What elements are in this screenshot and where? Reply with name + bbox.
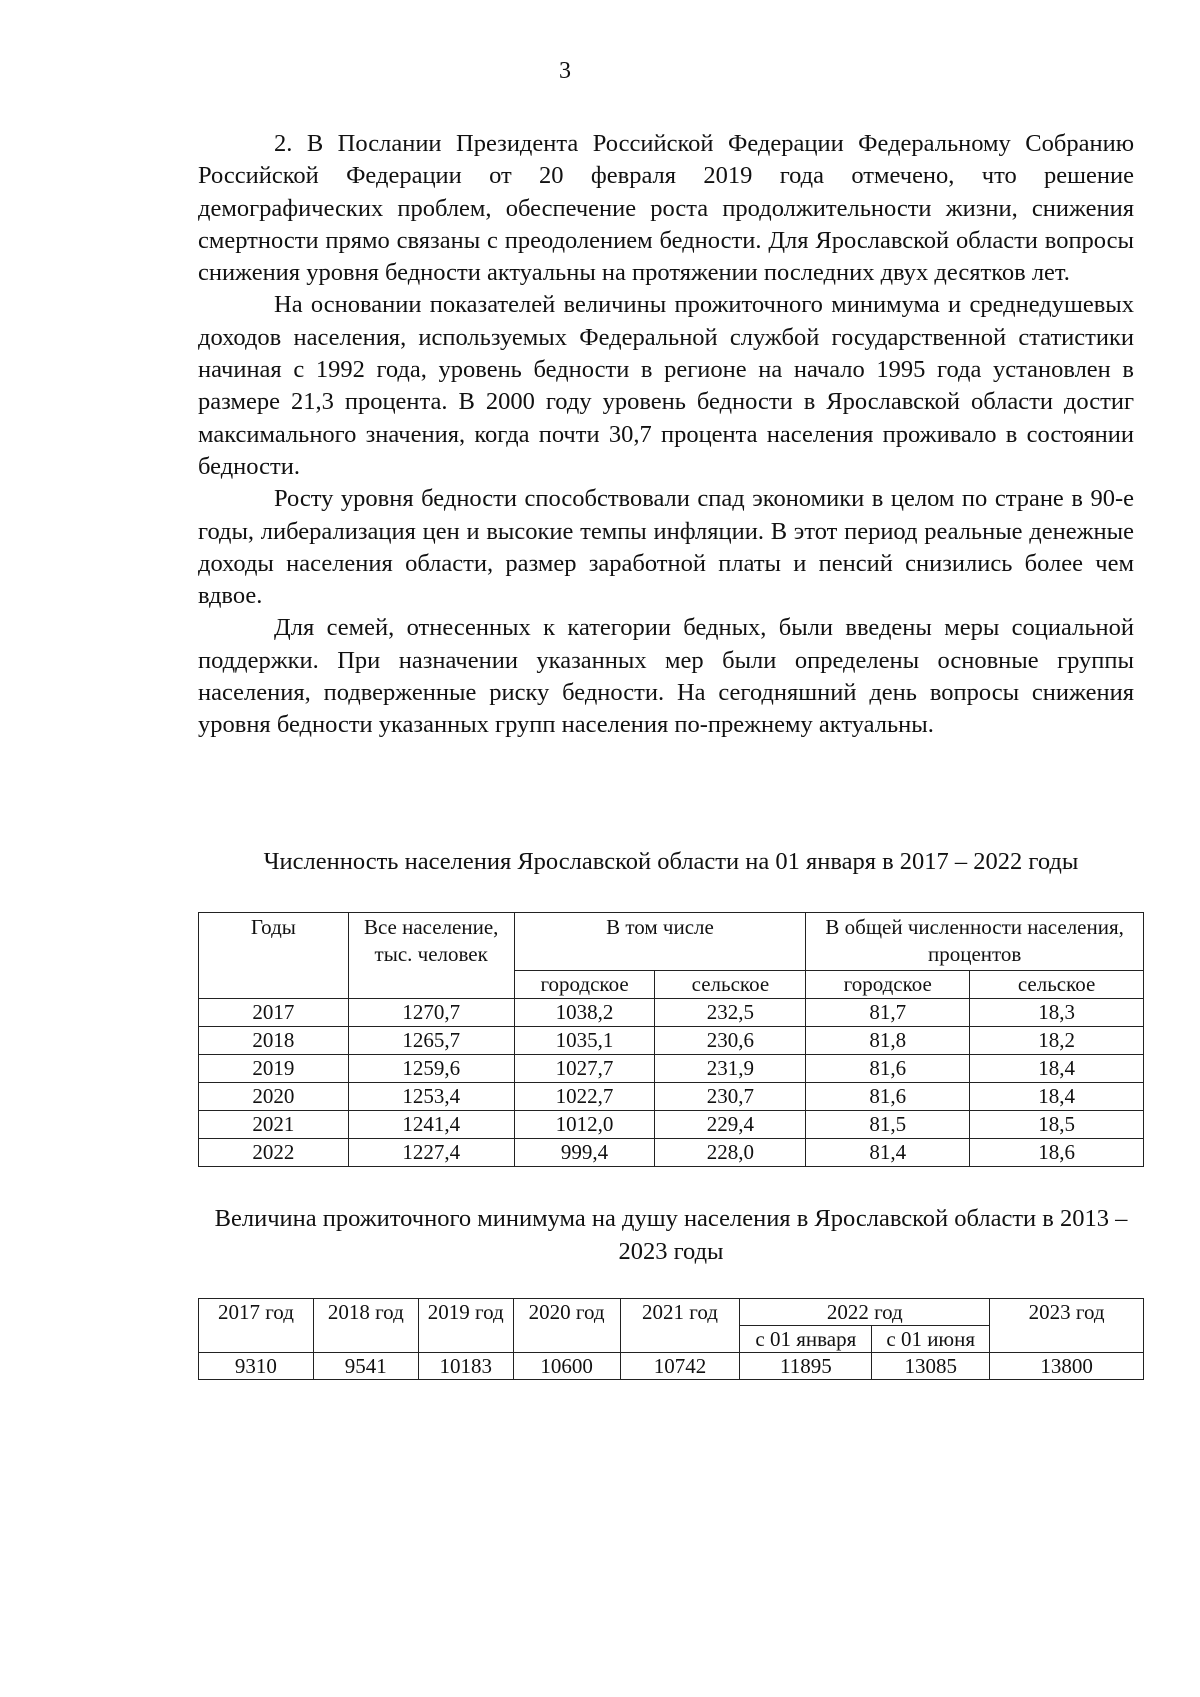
- cell-total: 1259,6: [348, 1055, 514, 1083]
- value-2021: 10742: [620, 1353, 740, 1380]
- table-row: [199, 1353, 1144, 1380]
- cell-urban-pct: 81,7: [806, 999, 970, 1027]
- cell-urban-pct: 81,6: [806, 1055, 970, 1083]
- population-table: [198, 912, 1144, 1167]
- cell-urban-pct: 81,5: [806, 1111, 970, 1139]
- header-2021: 2021 год: [620, 1299, 740, 1353]
- cell-year: 2021: [199, 1111, 349, 1139]
- cell-rural-pct: 18,6: [970, 1139, 1144, 1167]
- table-row: [199, 1027, 1144, 1055]
- paragraph: На основании показателей величины прожиточного минимума и среднедушевых доходов населения, используемых Федеральной службой государственной статистики начиная с 1992 года, уровень бедности в регионе на начало 1995 года установлен в размере 21,3 процента. В 2000 году уровень бедности в Ярославской области достиг максимального значения, когда почти 30,7 процента населения проживало в состоянии бедности.: [198, 291, 1134, 480]
- header-including: В том числе: [514, 913, 806, 971]
- cell-year: 2018: [199, 1027, 349, 1055]
- cell-total: 1227,4: [348, 1139, 514, 1167]
- table-row: [199, 1111, 1144, 1139]
- cell-rural: 229,4: [655, 1111, 806, 1139]
- header-total: Все население, тыс. человек: [348, 913, 514, 999]
- header-2022: 2022 год: [740, 1299, 990, 1326]
- header-rural-pct: сельское: [970, 971, 1144, 999]
- cell-total: 1270,7: [348, 999, 514, 1027]
- cell-total: 1241,4: [348, 1111, 514, 1139]
- value-2022-jun: 13085: [872, 1353, 990, 1380]
- header-2023: 2023 год: [990, 1299, 1144, 1353]
- cell-rural: 230,7: [655, 1083, 806, 1111]
- body-text: [198, 128, 1134, 742]
- table-row: [199, 1055, 1144, 1083]
- header-2018: 2018 год: [313, 1299, 418, 1353]
- cell-year: 2020: [199, 1083, 349, 1111]
- cell-urban: 1022,7: [514, 1083, 655, 1111]
- header-2017: 2017 год: [199, 1299, 314, 1353]
- table-row: [199, 999, 1144, 1027]
- cell-rural: 230,6: [655, 1027, 806, 1055]
- paragraph: 2. В Послании Президента Российской Федерации Федеральному Собранию Российской Федерации от 20 февраля 2019 года отмечено, что решение демографических проблем, обеспечение роста продолжительности жизни, снижения смертности прямо связаны с преодолением бедности. Для Ярославской области вопросы снижения уровня бедности актуальны на протяжении последних двух десятков лет.: [198, 130, 1134, 287]
- paragraph: Росту уровня бедности способствовали спад экономики в целом по стране в 90-е годы, либерализация цен и высокие темпы инфляции. В этот период реальные денежные доходы населения области, размер заработной платы и пенсий снизились более чем вдвое.: [198, 485, 1134, 610]
- header-2019: 2019 год: [418, 1299, 513, 1353]
- cell-rural-pct: 18,4: [970, 1055, 1144, 1083]
- value-2023: 13800: [990, 1353, 1144, 1380]
- cell-total: 1253,4: [348, 1083, 514, 1111]
- minimum-table: [198, 1298, 1144, 1380]
- header-urban-pct: городское: [806, 971, 970, 999]
- cell-year: 2022: [199, 1139, 349, 1167]
- header-urban: городское: [514, 971, 655, 999]
- paragraph: Для семей, отнесенных к категории бедных, были введены меры социальной поддержки. При назначении указанных мер были определены основные группы населения, подверженные риску бедности. На сегодняшний день вопросы снижения уровня бедности указанных групп населения по-прежнему актуальны.: [198, 614, 1134, 739]
- header-rural: сельское: [655, 971, 806, 999]
- cell-urban-pct: 81,8: [806, 1027, 970, 1055]
- cell-rural-pct: 18,4: [970, 1083, 1144, 1111]
- cell-year: 2017: [199, 999, 349, 1027]
- cell-urban: 1027,7: [514, 1055, 655, 1083]
- value-2018: 9541: [313, 1353, 418, 1380]
- minimum-table-title: Величина прожиточного минимума на душу населения в Ярославской области в 2013 – 2023 годы: [214, 1205, 1128, 1265]
- cell-urban: 999,4: [514, 1139, 655, 1167]
- cell-rural-pct: 18,2: [970, 1027, 1144, 1055]
- value-2017: 9310: [199, 1353, 314, 1380]
- table-row: [199, 1139, 1144, 1167]
- header-2022-jun: с 01 июня: [872, 1326, 990, 1353]
- cell-rural: 228,0: [655, 1139, 806, 1167]
- cell-urban: 1038,2: [514, 999, 655, 1027]
- value-2020: 10600: [513, 1353, 620, 1380]
- cell-total: 1265,7: [348, 1027, 514, 1055]
- cell-rural-pct: 18,3: [970, 999, 1144, 1027]
- header-years: Годы: [199, 913, 349, 999]
- value-2019: 10183: [418, 1353, 513, 1380]
- value-2022-jan: 11895: [740, 1353, 872, 1380]
- cell-urban-pct: 81,6: [806, 1083, 970, 1111]
- cell-year: 2019: [199, 1055, 349, 1083]
- page-number: 3: [559, 58, 571, 84]
- header-2022-jan: с 01 января: [740, 1326, 872, 1353]
- header-2020: 2020 год: [513, 1299, 620, 1353]
- cell-urban: 1035,1: [514, 1027, 655, 1055]
- cell-urban: 1012,0: [514, 1111, 655, 1139]
- population-table-title: Численность населения Ярославской области на 01 января в 2017 – 2022 годы: [263, 848, 1079, 875]
- cell-rural: 232,5: [655, 999, 806, 1027]
- cell-rural-pct: 18,5: [970, 1111, 1144, 1139]
- table-row: [199, 1083, 1144, 1111]
- cell-rural: 231,9: [655, 1055, 806, 1083]
- cell-urban-pct: 81,4: [806, 1139, 970, 1167]
- header-share: В общей численности населения, процентов: [806, 913, 1144, 971]
